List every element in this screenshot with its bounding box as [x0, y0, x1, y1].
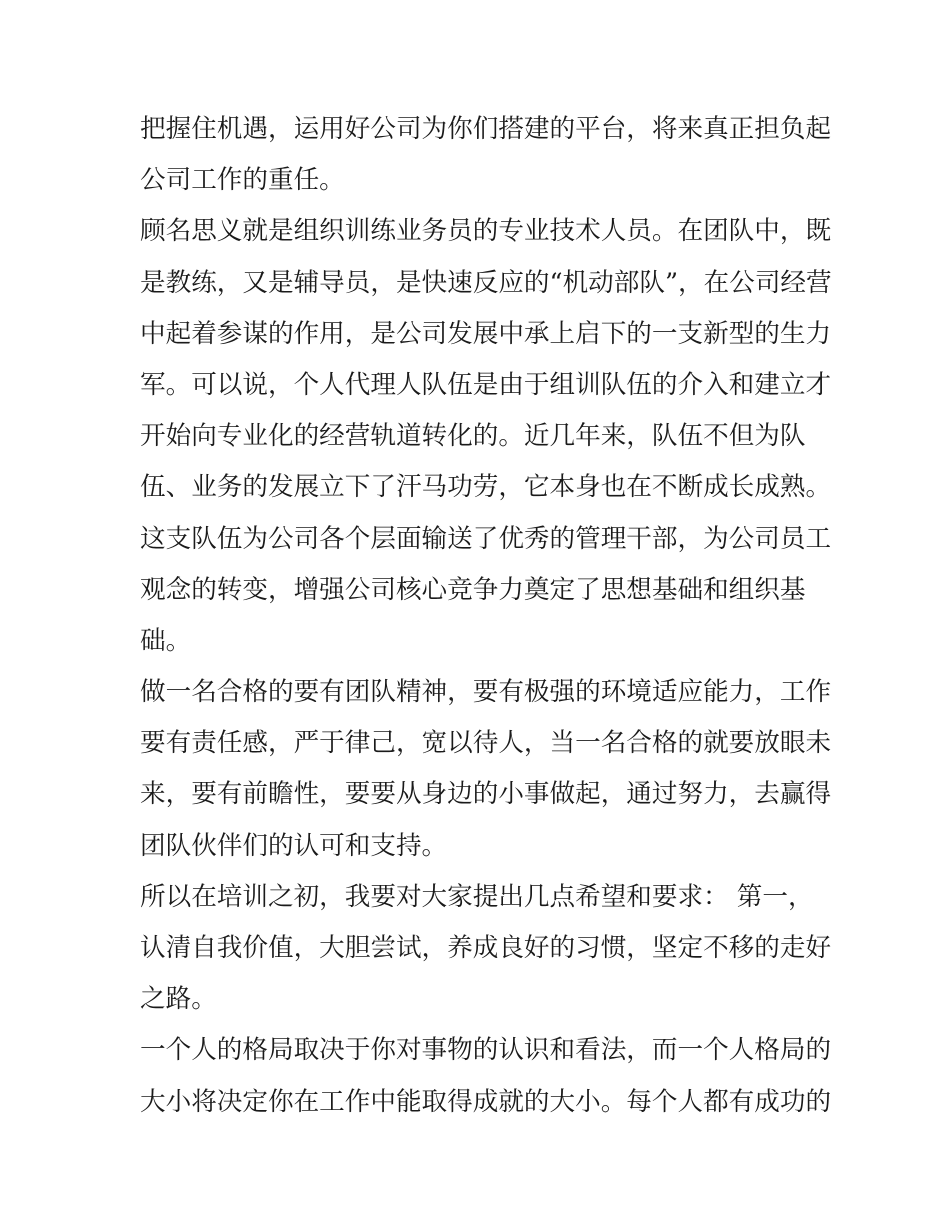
text-line: 做一名合格的要有团队精神，要有极强的环境适应能力，工作 [140, 677, 832, 708]
text-line: 把握住机遇，运用好公司为你们搭建的平台，将来真正担负起 [140, 114, 832, 144]
text-line: 公司工作的重任。 [140, 165, 345, 196]
text-line: 础。 [140, 625, 192, 656]
text-line: 之路。 [140, 984, 217, 1015]
text-line: 是教练，又是辅导员，是快速反应的“机动部队”，在公司经营 [140, 267, 832, 298]
text-line: 顾名思义就是组织训练业务员的专业技术人员。在团队中，既 [140, 216, 832, 247]
text-line: 认清自我价值，大胆尝试，养成良好的习惯，坚定不移的走好 [140, 933, 832, 963]
text-line: 军。可以说，个人代理人队伍是由于组训队伍的介入和建立才 [140, 369, 832, 400]
text-line: 中起着参谋的作用，是公司发展中承上启下的一支新型的生力 [140, 318, 832, 349]
text-line: 伍、业务的发展立下了汗马功劳，它本身也在不断成长成熟。 [140, 472, 832, 503]
text-line: 所以在培训之初，我要对大家提出几点希望和要求： 第一， [140, 881, 814, 912]
text-line: 团队伙伴们的认可和支持。 [140, 830, 448, 861]
text-line: 观念的转变，增强公司核心竞争力奠定了思想基础和组织基 [140, 574, 806, 605]
text-line: 开始向专业化的经营轨道转化的。近几年来，队伍不但为队 [140, 421, 806, 452]
body-text [140, 104, 832, 1128]
text-line: 这支队伍为公司各个层面输送了优秀的管理干部，为公司员工 [140, 523, 832, 554]
text-line: 一个人的格局取决于你对事物的认识和看法，而一个人格局的 [140, 1035, 832, 1066]
text-line: 大小将决定你在工作中能取得成就的大小。每个人都有成功的 [140, 1086, 832, 1117]
text-line: 来，要有前瞻性，要要从身边的小事做起，通过努力，去赢得 [140, 779, 832, 810]
text-line: 要有责任感，严于律己，宽以待人，当一名合格的就要放眼未 [140, 728, 832, 759]
